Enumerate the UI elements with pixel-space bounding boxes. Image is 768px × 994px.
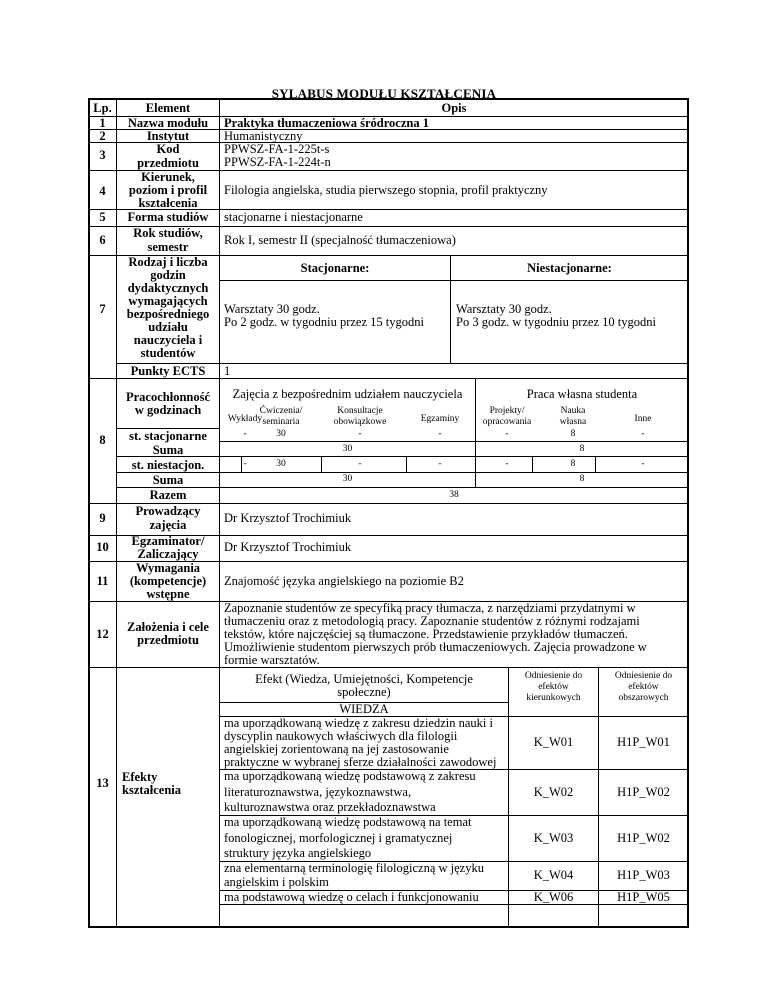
row-label: Zaliczający <box>137 547 199 561</box>
razem-label: Razem <box>149 488 187 502</box>
row-label: Efekty <box>122 770 158 784</box>
row-label: kształcenia <box>122 783 182 797</box>
objectives-line: formie warsztatów. <box>224 653 320 667</box>
effect-line: fonologicznej, morfologicznej i gramatycznej <box>224 831 453 845</box>
divider <box>220 280 688 281</box>
effect-line: ma uporządkowaną wiedzę podstawową z zakresu <box>224 769 476 783</box>
ects-label: Punkty ECTS <box>130 364 206 378</box>
row-label: Wymagania <box>135 561 201 575</box>
row-label: w godzinach <box>134 403 202 417</box>
header-lp: Lp. <box>93 101 112 115</box>
row-value: Rok I, semestr II (specjalność tłumaczeniowa) <box>224 233 456 247</box>
cell-value: - <box>243 429 247 439</box>
stacjonarne-schedule: Po 2 godz. w tygodniu przez 15 tygodni <box>224 315 424 329</box>
cell-value: - <box>641 459 645 469</box>
row-label: poziom i profil <box>128 183 208 197</box>
row-label: studentów <box>140 346 196 360</box>
row-number: 4 <box>99 184 106 198</box>
sum-value: 30 <box>342 474 353 484</box>
row-number: 3 <box>99 148 106 162</box>
col-konsultacje: Konsultacje <box>337 406 383 416</box>
divider <box>220 441 688 442</box>
effect-kier-code: K_W06 <box>533 890 574 904</box>
cell-value: - <box>438 429 442 439</box>
row-number: 5 <box>99 210 106 224</box>
effect-kier-code: K_W01 <box>533 735 574 749</box>
row-label: Forma studiów <box>127 210 209 224</box>
divider <box>219 99 220 928</box>
effect-kier-code: K_W03 <box>533 831 574 845</box>
cell-value: - <box>243 459 247 469</box>
col-nauka: własna <box>559 417 587 427</box>
divider <box>220 904 688 905</box>
cell-value: - <box>641 429 645 439</box>
row-label: Pracochłonność <box>125 390 211 404</box>
row-label: Kod <box>156 142 180 156</box>
effect-header: społeczne) <box>337 685 391 699</box>
row-number: 11 <box>96 574 109 588</box>
row-number: 9 <box>99 511 106 525</box>
row-label: dydaktycznych <box>127 281 209 295</box>
row-label: semestr <box>147 240 189 254</box>
row-label: zajęcia <box>149 518 187 532</box>
cell-value: 30 <box>276 429 286 439</box>
effect-kier-code: K_W04 <box>533 868 574 882</box>
effect-obsz-code: H1P_W02 <box>617 831 670 845</box>
section-wiedza: WIEDZA <box>339 702 389 716</box>
kierunkowe-header: Odniesienie do <box>524 671 583 681</box>
divider <box>321 457 322 472</box>
effect-line: kulturoznawstwa oraz przekładoznawstwa <box>224 800 436 814</box>
suma-label: Suma <box>152 443 184 457</box>
row-label: Założenia i cele <box>127 620 209 634</box>
row-label: Kierunek, <box>141 170 195 184</box>
effect-obsz-code: H1P_W05 <box>617 890 670 904</box>
cell-value: - <box>358 459 362 469</box>
niestacjonarne-label: st. niestacjon. <box>131 458 205 472</box>
page-title: SYLABUS MODUŁU KSZTAŁCENIA <box>271 86 497 101</box>
row-number: 12 <box>96 627 109 641</box>
objectives-line: Zapoznanie studentów ze specyfiką pracy tłumacza, z narzędziami przydatnymi w <box>224 601 636 615</box>
effect-obsz-code: H1P_W01 <box>617 735 670 749</box>
suma-label: Suma <box>152 473 184 487</box>
effect-line: ma podstawową wiedzę o celach i funkcjonowaniu <box>224 890 479 904</box>
niestacjonarne-header: Niestacjonarne: <box>527 261 612 275</box>
cell-value: - <box>505 429 509 439</box>
effect-line: zna elementarną terminologię filologiczną w języku <box>224 861 484 875</box>
col-wyklady: Wykłady <box>227 414 263 424</box>
row-label: (kompetencje) <box>129 574 207 588</box>
obszarowe-header: efektów <box>628 682 659 692</box>
stacjonarne-label: st. stacjonarne <box>129 429 207 443</box>
niestacjonarne-hours: Warsztaty 30 godz. <box>456 302 552 316</box>
kierunkowe-header: efektów <box>538 682 569 692</box>
stacjonarne-hours: Warsztaty 30 godz. <box>224 302 320 316</box>
cell-value: 8 <box>570 459 576 469</box>
header-opis: Opis <box>441 101 467 115</box>
stacjonarne-header: Stacjonarne: <box>300 261 370 275</box>
row-label: nauczyciela i <box>133 333 203 347</box>
row-label: wstępne <box>146 587 190 601</box>
row-label: Prowadzący <box>135 504 201 518</box>
cell-value: 30 <box>276 459 286 469</box>
obszarowe-header: Odniesienie do <box>614 671 673 681</box>
col-inne: Inne <box>634 414 652 424</box>
row-label: Rok studiów, <box>133 226 203 240</box>
divider <box>406 457 407 472</box>
objectives-line: tłumaczeniu oraz z metodologią pracy. Zapoznanie studentów z różnymi rodzajami <box>224 614 640 628</box>
row-number: 2 <box>99 129 106 143</box>
effect-line: struktury języka angielskiego <box>224 846 372 860</box>
col-nauka: Nauka <box>560 406 586 416</box>
row-number: 6 <box>99 233 106 247</box>
row-value: Praktyka tłumaczeniowa śródroczna 1 <box>224 116 429 130</box>
effect-line: dyscyplin naukowych właściwych dla filologii <box>224 729 458 743</box>
cell-value: - <box>438 459 442 469</box>
sum-value: 30 <box>342 444 353 454</box>
row-number: 10 <box>96 540 109 554</box>
effect-line: angielskim i polskim <box>224 875 329 889</box>
objectives-line: Umożliwienie studentom pierwszych prób tłumaczeniowych. Zajęcia prowadzone w <box>224 640 647 654</box>
effect-line: literaturoznawstwa, językoznawstwa, <box>224 785 412 799</box>
col-projekty: Projekty/ <box>489 406 525 416</box>
effect-line: ma uporządkowaną wiedzę podstawową na temat <box>224 815 472 829</box>
row-label: godzin <box>150 268 186 282</box>
col-konsultacje: obowiązkowe <box>333 417 387 427</box>
row-label: Nazwa modułu <box>127 116 209 130</box>
row-value: Dr Krzysztof Trochimiuk <box>224 540 352 554</box>
row-label: Instytut <box>146 129 190 143</box>
total-value: 38 <box>449 490 459 500</box>
header-element: Element <box>145 101 191 115</box>
effect-obsz-code: H1P_W02 <box>617 785 670 799</box>
row-value: Humanistyczny <box>224 129 303 143</box>
teacher-group-header: Zajęcia z bezpośrednim udziałem nauczyciela <box>232 387 463 401</box>
effect-header: Efekt (Wiedza, Umiejętności, Kompetencje <box>255 672 473 686</box>
col-cwiczenia: Ćwiczenia/ <box>259 406 303 416</box>
row-label: przedmiotu <box>137 633 199 647</box>
row-number: 8 <box>99 433 106 447</box>
row-number: 7 <box>99 302 106 316</box>
effect-line: praktyczne w wybranej sferze działalności zawodowej <box>224 755 497 769</box>
cell-value: - <box>358 429 362 439</box>
row-value: PPWSZ-FA-1-224t-n <box>224 155 331 169</box>
row-value: Dr Krzysztof Trochimiuk <box>224 511 352 525</box>
sum-value: 8 <box>579 474 585 484</box>
row-label: bezpośredniego <box>126 307 210 321</box>
row-label: Egzaminator/ <box>131 534 205 548</box>
effect-line: angielskiej zorientowaną na jej zastosowanie <box>224 742 449 756</box>
effect-kier-code: K_W02 <box>533 785 574 799</box>
effect-obsz-code: H1P_W03 <box>617 868 670 882</box>
col-cwiczenia: seminaria <box>262 417 300 427</box>
col-egzaminy: Egzaminy <box>420 414 460 424</box>
self-study-header: Praca własna studenta <box>526 387 638 401</box>
divider <box>117 487 688 488</box>
sum-value: 8 <box>579 444 585 454</box>
divider <box>117 472 688 473</box>
niestacjonarne-schedule: Po 3 godz. w tygodniu przez 10 tygodni <box>456 315 656 329</box>
obszarowe-header: obszarowych <box>618 693 669 703</box>
ects-value: 1 <box>224 364 231 378</box>
kierunkowe-header: kierunkowych <box>526 693 581 703</box>
row-value: Znajomość języka angielskiego na poziomie B2 <box>224 574 464 588</box>
row-number: 13 <box>96 776 109 790</box>
col-projekty: opracowania <box>482 417 532 427</box>
row-value: stacjonarne i niestacjonarne <box>224 210 363 224</box>
objectives-line: tekstów, które najczęściej są tłumaczone. Przedstawienie przykładów tłumaczeń. <box>224 627 628 641</box>
row-label: Rodzaj i liczba <box>128 255 208 269</box>
row-label: wymagających <box>128 294 208 308</box>
row-label: kształcenia <box>138 196 198 210</box>
effect-line: ma uporządkowaną wiedzę z zakresu dziedzin nauki i <box>224 716 493 730</box>
row-value: PPWSZ-FA-1-225t-s <box>224 142 330 156</box>
row-number: 1 <box>99 116 106 130</box>
row-value: Filologia angielska, studia pierwszego stopnia, profil praktyczny <box>224 183 548 197</box>
divider <box>89 378 688 379</box>
cell-value: 8 <box>570 429 576 439</box>
cell-value: - <box>505 459 509 469</box>
row-label: przedmiotu <box>137 156 199 170</box>
row-label: udziału <box>148 320 188 334</box>
